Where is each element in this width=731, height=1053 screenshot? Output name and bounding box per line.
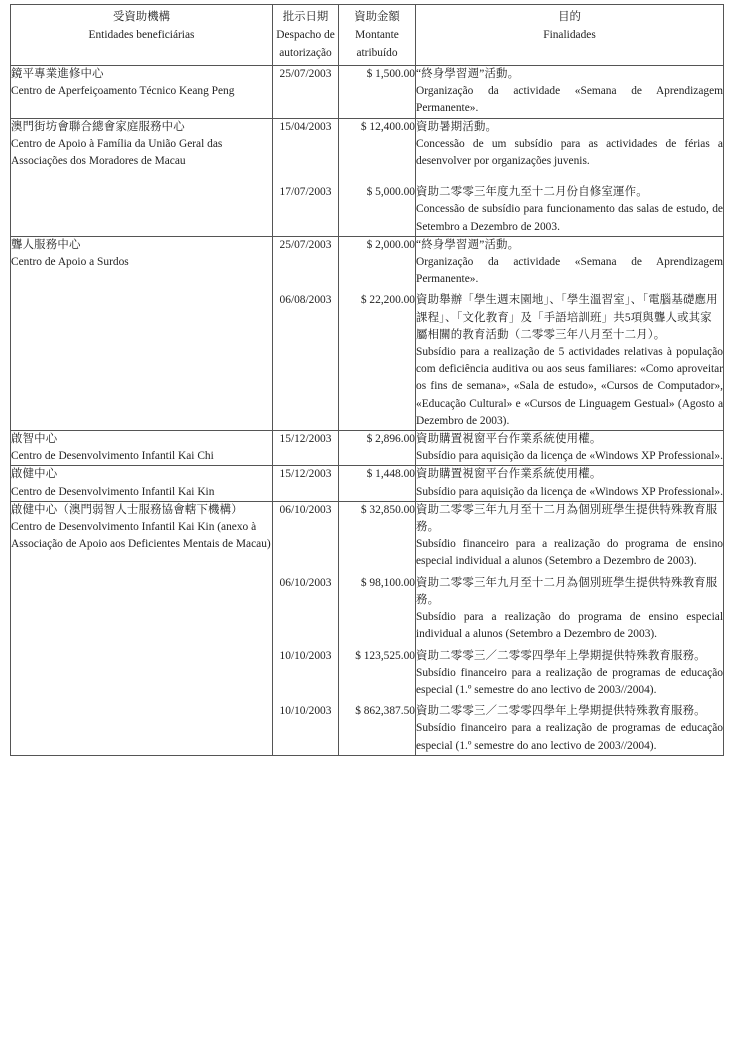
purpose-block bbox=[416, 502, 723, 571]
table-row bbox=[11, 66, 724, 119]
grant-date: 10/10/2003 bbox=[279, 705, 332, 718]
header-amount-zh: 資助金額 bbox=[354, 11, 400, 23]
table-row bbox=[11, 236, 724, 430]
purpose-cell bbox=[416, 501, 724, 755]
date-cell bbox=[273, 118, 339, 236]
grant-amount: $ 862,387.50 bbox=[355, 705, 415, 718]
header-purpose-zh: 目的 bbox=[558, 11, 581, 23]
header-date-pt1: Despacho de bbox=[276, 29, 335, 41]
date-cell bbox=[273, 431, 339, 466]
purpose-pt: Subsídio para aquisição da licença de «Windows XP Professional». bbox=[416, 485, 723, 498]
table-row bbox=[11, 431, 724, 466]
entity-name-pt: Centro de Aperfeiçoamento Técnico Keang Peng bbox=[11, 85, 235, 98]
grant-date: 15/04/2003 bbox=[279, 120, 332, 133]
entity-name-zh: 澳門街坊會聯合總會家庭服務中心 bbox=[11, 120, 185, 133]
grant-date: 17/07/2003 bbox=[279, 186, 332, 199]
header-date-zh: 批示日期 bbox=[282, 11, 329, 23]
date-cell bbox=[273, 236, 339, 430]
grant-date: 15/12/2003 bbox=[279, 433, 332, 446]
purpose-zh: “終身學習週”活動。 bbox=[416, 238, 520, 251]
entity-cell bbox=[11, 501, 273, 755]
purpose-block bbox=[416, 237, 723, 289]
date-cell bbox=[273, 501, 339, 755]
purpose-zh: 資助舉辦「學生週末園地」、「學生溫習室」、「電腦基礎應用課程」、「文化教育」及「手語培訓班」共5項與聾人或其家屬相關的教育活動（二零零三年八月至十二月）。 bbox=[416, 294, 718, 341]
grant-amount: $ 1,448.00 bbox=[366, 468, 415, 481]
amount-cell bbox=[339, 501, 416, 755]
purpose-pt: Organização da actividade «Semana de Aprendizagem Permanente». bbox=[416, 256, 723, 286]
purpose-block bbox=[416, 466, 723, 500]
purpose-block bbox=[416, 184, 723, 236]
grant-date: 06/08/2003 bbox=[279, 294, 332, 307]
table-row bbox=[11, 466, 724, 501]
purpose-cell bbox=[416, 466, 724, 501]
entity-name-pt: Centro de Desenvolvimento Infantil Kai Kin (anexo à Associação de Apoio aos Deficientes Mentais de Macau) bbox=[11, 521, 271, 551]
header-entities bbox=[11, 5, 273, 66]
table-row bbox=[11, 118, 724, 236]
grant-date: 25/07/2003 bbox=[279, 68, 332, 80]
purpose-zh: 資助暑期活動。 bbox=[416, 120, 498, 133]
header-amount-pt1: Montante bbox=[355, 29, 399, 41]
grant-date: 10/10/2003 bbox=[279, 649, 332, 662]
purpose-block bbox=[416, 703, 723, 755]
amount-cell bbox=[339, 466, 416, 501]
table-body bbox=[11, 66, 724, 756]
purpose-pt: Concessão de subsídio para funcionamento das salas de estudo, de Setembro a Dezembro de 2003. bbox=[416, 203, 723, 233]
entity-cell bbox=[11, 466, 273, 501]
grant-amount: $ 1,500.00 bbox=[366, 68, 415, 80]
entity-name-pt: Centro de Desenvolvimento Infantil Kai Kin bbox=[11, 485, 215, 498]
entity-name-pt: Centro de Desenvolvimento Infantil Kai Chi bbox=[11, 450, 214, 463]
grant-amount: $ 2,000.00 bbox=[366, 238, 415, 251]
entity-cell bbox=[11, 66, 273, 119]
purpose-zh: 資助二零零三／二零零四學年上學期提供特殊教育服務。 bbox=[416, 705, 706, 718]
entity-name-zh: 啟健中心 bbox=[11, 468, 58, 481]
purpose-zh: “終身學習週”活動。 bbox=[416, 68, 520, 80]
purpose-pt: Organização da actividade «Semana de Aprendizagem Permanente». bbox=[416, 85, 723, 115]
purpose-cell bbox=[416, 66, 724, 119]
entity-name-zh: 啟智中心 bbox=[11, 433, 58, 446]
grant-amount: $ 2,896.00 bbox=[366, 433, 415, 446]
header-purpose bbox=[416, 5, 724, 66]
purpose-zh: 資助二零零三年度九至十二月份自修室運作。 bbox=[416, 186, 648, 199]
purpose-zh: 資助二零零三／二零零四學年上學期提供特殊教育服務。 bbox=[416, 649, 706, 662]
grant-amount: $ 5,000.00 bbox=[366, 186, 415, 199]
entity-name-zh: 聾人服務中心 bbox=[11, 238, 81, 251]
purpose-pt: Subsídio financeiro para a realização de programas de educação especial (1.º semestre do ano lectivo de 2003//2004). bbox=[416, 722, 723, 752]
header-date-pt2: autorização bbox=[279, 47, 332, 59]
grant-amount: $ 22,200.00 bbox=[360, 294, 415, 307]
date-cell bbox=[273, 66, 339, 119]
header-date bbox=[273, 5, 339, 66]
purpose-cell bbox=[416, 236, 724, 430]
entity-cell bbox=[11, 118, 273, 236]
purpose-pt: Concessão de um subsídio para as actividades de férias a desenvolver por organizações juvenis. bbox=[416, 137, 723, 168]
purpose-cell bbox=[416, 118, 724, 236]
grant-amount: $ 12,400.00 bbox=[360, 120, 415, 133]
purpose-block bbox=[416, 575, 723, 644]
grant-date: 06/10/2003 bbox=[279, 576, 332, 589]
header-entities-pt: Entidades beneficiárias bbox=[88, 29, 195, 41]
purpose-pt: Subsídio financeiro para a realização do programa de ensino especial individual a alunos (Setembro a Dezembro de 2003). bbox=[416, 538, 723, 568]
header-purpose-pt: Finalidades bbox=[543, 29, 596, 41]
purpose-zh: 資助二零零三年九月至十二月為個別班學生提供特殊教育服務。 bbox=[416, 503, 718, 534]
purpose-zh: 資助購置視窗平台作業系統使用權。 bbox=[416, 433, 602, 446]
entity-name-pt: Centro de Apoio à Família da União Geral das Associações dos Moradores de Macau bbox=[11, 137, 223, 168]
purpose-pt: Subsídio para a realização de 5 actividades relativas à população com deficiência auditiva ou aos seus familiares: «Como aproveitar os fins de semana», «Sala de estudo», «Cursos de Computador», «Educação Cultural» e «Cursos de Linguagem Gestual» (Agosto a Dezembro de 2003). bbox=[416, 346, 723, 427]
purpose-pt: Subsídio para a realização do programa de ensino especial individual a alunos (Setembro a Dezembro de 2003). bbox=[416, 611, 723, 641]
entity-name-zh: 啟健中心（澳門弱智人士服務協會轄下機構） bbox=[11, 503, 243, 516]
amount-cell bbox=[339, 66, 416, 119]
entity-cell bbox=[11, 431, 273, 466]
table-row bbox=[11, 501, 724, 755]
purpose-pt: Subsídio financeiro para a realização de programas de educação especial (1.º semestre do ano lectivo de 2003//2004). bbox=[416, 666, 723, 696]
entity-name-pt: Centro de Apoio a Surdos bbox=[11, 256, 129, 269]
table-header-row bbox=[11, 5, 724, 66]
grant-amount: $ 98,100.00 bbox=[360, 576, 415, 589]
amount-cell bbox=[339, 431, 416, 466]
purpose-zh: 資助購置視窗平台作業系統使用權。 bbox=[416, 468, 602, 481]
purpose-block bbox=[416, 66, 723, 118]
grant-amount: $ 123,525.00 bbox=[355, 649, 415, 662]
purpose-zh: 資助二零零三年九月至十二月為個別班學生提供特殊教育服務。 bbox=[416, 576, 718, 606]
header-amount-pt2: atribuído bbox=[356, 47, 398, 59]
purpose-pt: Subsídio para aquisição da licença de «Windows XP Professional». bbox=[416, 450, 723, 463]
date-cell bbox=[273, 466, 339, 501]
header-entities-zh: 受資助機構 bbox=[113, 11, 170, 23]
purpose-block bbox=[416, 119, 723, 171]
header-amount bbox=[339, 5, 416, 66]
purpose-cell bbox=[416, 431, 724, 466]
grant-date: 15/12/2003 bbox=[279, 468, 332, 481]
purpose-block bbox=[416, 648, 723, 700]
amount-cell bbox=[339, 118, 416, 236]
grant-date: 25/07/2003 bbox=[279, 238, 332, 251]
entity-name-zh: 鏡平專業進修中心 bbox=[11, 68, 104, 80]
entity-cell bbox=[11, 236, 273, 430]
purpose-block bbox=[416, 431, 723, 465]
grant-date: 06/10/2003 bbox=[279, 503, 332, 516]
purpose-block bbox=[416, 292, 723, 430]
subsidy-table bbox=[10, 4, 724, 756]
amount-cell bbox=[339, 236, 416, 430]
grant-amount: $ 32,850.00 bbox=[360, 503, 415, 516]
